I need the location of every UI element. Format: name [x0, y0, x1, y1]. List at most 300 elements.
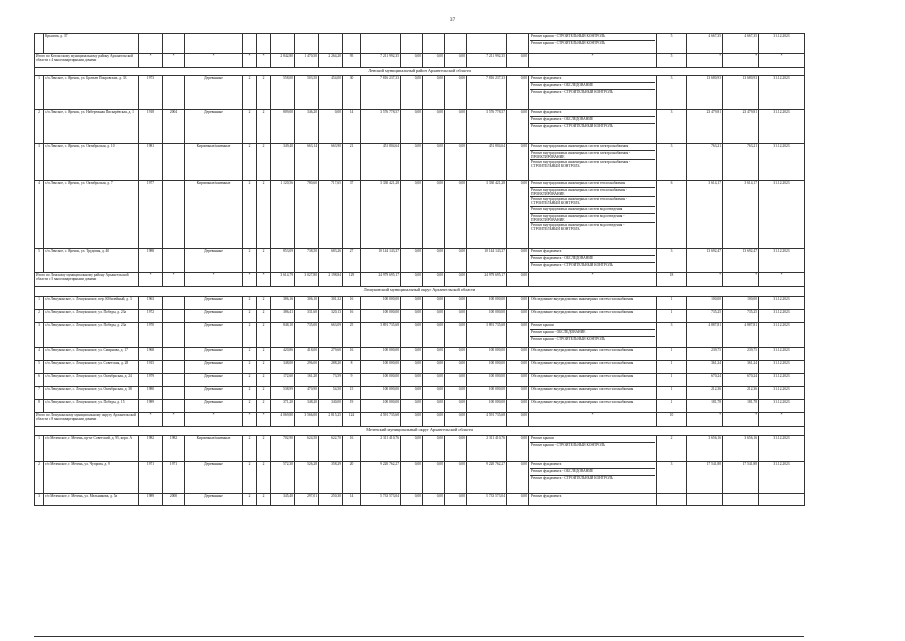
fund-local: 0,00 — [445, 110, 467, 144]
work-item: Ремонт фундамента - СТРОИТЕЛЬНЫЙ КОНТРОЛЬ — [531, 476, 613, 480]
total-area — [271, 34, 295, 54]
section-header-row — [35, 427, 805, 436]
max-unit-cost: 23 479,81 — [723, 110, 759, 144]
fund-local: 0,00 — [445, 374, 467, 387]
unit-cost: 763,21 — [687, 144, 723, 181]
year-renovated: 1982 — [163, 436, 185, 462]
repair-cost: 3 891 735,68 — [361, 323, 401, 348]
total-area: 538,99 — [271, 387, 295, 400]
fund-regional: 0,00 — [423, 249, 445, 273]
total-row — [35, 54, 805, 68]
year-renovated — [163, 310, 185, 323]
total-area: 172,60 — [271, 374, 295, 387]
private-area: 320,13 — [319, 310, 343, 323]
works-count: 1 — [657, 400, 687, 413]
address-cell: г/п Мезенское, г. Мезень, пр-кт Советский, д. 95, корп. А — [44, 436, 139, 462]
year-renovated — [163, 297, 185, 310]
address-cell: с/п Ленское, с. Яренск, ул. Набережная Пискарёвская, д. 1 — [44, 110, 139, 144]
residents: 16 — [343, 297, 361, 310]
wall-material: Деревянные — [185, 462, 243, 494]
fund-owners: 100 000,00 — [467, 387, 507, 400]
wall-material: Деревянные — [185, 110, 243, 144]
residents: 129 — [343, 273, 361, 287]
address-cell: с/п Ленское, с. Яренск, ул. Трудовая, д. 40 — [44, 249, 139, 273]
wall-material: Деревянные — [185, 297, 243, 310]
fund-regional: 0,00 — [423, 462, 445, 494]
private-area: 683,26 — [319, 249, 343, 273]
total-area: 386,41 — [271, 310, 295, 323]
work-item: Ремонт крыши - СТРОИТЕЛЬНЫЙ КОНТРОЛЬ — [531, 443, 606, 447]
work-item: Ремонт крыши - СТРОИТЕЛЬНЫЙ КОНТРОЛЬ — [531, 41, 606, 45]
wall-material: Деревянные — [185, 400, 243, 413]
private-area: 301,32 — [319, 297, 343, 310]
table-row — [35, 76, 805, 110]
living-area: 526,28 — [295, 462, 319, 494]
fund-other: 0,00 — [507, 436, 529, 462]
fund-other: 0,00 — [507, 348, 529, 361]
work-item: Ремонт фундамента - СТРОИТЕЛЬНЫЙ КОНТРОЛЬ — [531, 263, 613, 267]
entrances: 2 — [257, 144, 271, 181]
works-list — [529, 494, 657, 506]
private-area: 663,90 — [319, 144, 343, 181]
floors: * — [243, 273, 257, 287]
living-area: 346,20 — [295, 110, 319, 144]
repair-cost: 100 000,00 — [361, 387, 401, 400]
fund-owners: 7 816 237,33 — [467, 76, 507, 110]
fund-other: 0,00 — [507, 400, 529, 413]
fund-federal: 0,00 — [401, 110, 423, 144]
repair-cost: 100 000,00 — [361, 297, 401, 310]
unit-cost: 3 656,16 — [687, 436, 723, 462]
entrances: 2 — [257, 494, 271, 506]
completion-date: * — [759, 413, 805, 427]
residents: 19 — [343, 400, 361, 413]
works-count: 1 — [657, 348, 687, 361]
total-area: 371,20 — [271, 400, 295, 413]
row-number: 4 — [35, 181, 44, 249]
entrances: 2 — [257, 249, 271, 273]
wall-material: Деревянные — [185, 361, 243, 374]
fund-owners: 100 000,00 — [467, 374, 507, 387]
max-unit-cost — [723, 494, 759, 506]
max-unit-cost: * — [723, 413, 759, 427]
max-unit-cost: 17 541,88 — [723, 462, 759, 494]
floors: 2 — [243, 297, 257, 310]
fund-owners: 451 804,64 — [467, 144, 507, 181]
wall-material: * — [185, 413, 243, 427]
works-count: 18 — [657, 273, 687, 287]
work-item: Ремонт фундамента - ОБСЛЕДОВАНИЕ — [530, 117, 655, 124]
table-row — [35, 436, 805, 462]
fund-federal: 0,00 — [401, 297, 423, 310]
fund-other: 0,00 — [507, 54, 529, 68]
works-list — [529, 310, 657, 323]
works-list — [529, 361, 657, 374]
year-built — [139, 34, 163, 54]
address-cell: с/п Лешуконское, с. Лешуконское, ул. Октябрьская, д. 38 — [44, 387, 139, 400]
address-cell: с/п Лешуконское, с. Лешуконское, ул. Победы, д. 15 — [44, 400, 139, 413]
entrances: 2 — [257, 348, 271, 361]
row-number: 5 — [35, 249, 44, 273]
wall-material: Деревянные — [185, 374, 243, 387]
table-row — [35, 110, 805, 144]
private-area: 622,70 — [319, 436, 343, 462]
row-number: 6 — [35, 374, 44, 387]
total-area: 702,90 — [271, 436, 295, 462]
fund-federal: 0,00 — [401, 144, 423, 181]
works-list — [529, 181, 657, 249]
row-number: 3 — [35, 494, 44, 506]
fund-federal: 0,00 — [401, 181, 423, 249]
table-row — [35, 387, 805, 400]
table-row — [35, 494, 805, 506]
entrances: 2 — [257, 76, 271, 110]
repair-cost: 3 330 421,28 — [361, 181, 401, 249]
year-renovated — [163, 374, 185, 387]
total-area: 4 069,80 — [271, 413, 295, 427]
completion-date: 31.12.2023 — [759, 310, 805, 323]
living-area: 297,01 — [295, 494, 319, 506]
row-number: 1 — [35, 76, 44, 110]
repair-cost: 100 000,00 — [361, 374, 401, 387]
private-area: 2 815,25 — [319, 413, 343, 427]
wall-material: Деревянные — [185, 310, 243, 323]
unit-cost: * — [687, 413, 723, 427]
completion-date: 31.12.2023 — [759, 374, 805, 387]
works-count: 3 — [657, 110, 687, 144]
fund-local: 0,00 — [445, 462, 467, 494]
works-list — [529, 462, 657, 494]
floors: 2 — [243, 436, 257, 462]
total-area: 386,16 — [271, 297, 295, 310]
year-built: 1982 — [139, 436, 163, 462]
fund-local: 0,00 — [445, 310, 467, 323]
total-label: Итого по Ленскому муниципальному району Архангельской области с 5 многоквартирными домами — [35, 273, 139, 287]
section-title: Лешуконский муниципальный округ Архангельской области — [35, 287, 805, 297]
entrances: 2 — [257, 110, 271, 144]
private-area: 279,60 — [319, 348, 343, 361]
address-cell: с/п Ленское, с. Яренск, ул. Октябрьская, д. 7 — [44, 181, 139, 249]
address-cell: с/п Лешуконское, с. Лешуконское, ул. Октябрьская, д. 24 — [44, 374, 139, 387]
table-row — [35, 249, 805, 273]
year-renovated — [163, 400, 185, 413]
fund-federal: 0,00 — [401, 387, 423, 400]
unit-cost: 4 887,81 — [687, 323, 723, 348]
section-header-row — [35, 68, 805, 76]
works-list: * — [529, 413, 657, 427]
year-renovated — [163, 323, 185, 348]
fund-owners: 24 979 695,17 — [467, 273, 507, 287]
entrances: 2 — [257, 297, 271, 310]
residents: 9 — [343, 374, 361, 387]
repair-cost: 451 804,64 — [361, 144, 401, 181]
address-cell: г/п Мезенское, г. Мезень, ул. Мельникова, д. 5а — [44, 494, 139, 506]
row-number: 4 — [35, 348, 44, 361]
fund-other — [507, 34, 529, 54]
repair-cost: 100 000,00 — [361, 310, 401, 323]
private-area: 663,09 — [319, 323, 343, 348]
works-count: 1 — [657, 310, 687, 323]
living-area: 780,60 — [295, 181, 319, 249]
repair-cost: 4 591 735,68 — [361, 413, 401, 427]
fund-regional: 0,00 — [423, 310, 445, 323]
work-item: Ремонт фундамента — [530, 76, 655, 83]
private-area: 54,50 — [319, 387, 343, 400]
max-unit-cost: 3 614,17 — [723, 181, 759, 249]
row-number: 5 — [35, 361, 44, 374]
private-area — [319, 34, 343, 54]
wall-material: * — [185, 54, 243, 68]
completion-date — [759, 494, 805, 506]
residents: 14 — [343, 110, 361, 144]
fund-federal: 0,00 — [401, 494, 423, 506]
works-count: 1 — [657, 374, 687, 387]
fund-owners: 100 000,00 — [467, 400, 507, 413]
fund-owners: 3 891 735,68 — [467, 323, 507, 348]
total-area: 848,10 — [271, 323, 295, 348]
unit-cost: 181,78 — [687, 400, 723, 413]
wall-material: Кирпичные/каменные — [185, 436, 243, 462]
register-table — [34, 33, 805, 506]
unit-cost: 13 692,47 — [687, 249, 723, 273]
living-area: 296,00 — [295, 361, 319, 374]
living-area: 161,20 — [295, 374, 319, 387]
living-area: 1 470,50 — [295, 54, 319, 68]
works-list — [529, 297, 657, 310]
residents: 20 — [343, 462, 361, 494]
fund-other: 0,00 — [507, 374, 529, 387]
fund-regional: 0,00 — [423, 76, 445, 110]
year-renovated — [163, 348, 185, 361]
floors: 2 — [243, 348, 257, 361]
fund-local: 0,00 — [445, 387, 467, 400]
work-item: Обследование внутридомовых инженерных систем газоснабжения — [531, 297, 634, 301]
unit-cost: 212,36 — [687, 387, 723, 400]
fund-owners: 7 211 992,35 — [467, 54, 507, 68]
entrances: 2 — [257, 361, 271, 374]
fund-regional: 0,00 — [423, 387, 445, 400]
works-count: 5 — [657, 34, 687, 54]
address-cell: г/п Мезенское, г. Мезень, ул. Чупрова, д. 9 — [44, 462, 139, 494]
repair-cost: 2 311 410,76 — [361, 436, 401, 462]
unit-cost: 13 680,93 — [687, 76, 723, 110]
works-count: 3 — [657, 76, 687, 110]
repair-cost: 24 979 695,17 — [361, 273, 401, 287]
total-area: 558,00 — [271, 76, 295, 110]
floors — [243, 34, 257, 54]
year-renovated: 2000 — [163, 494, 185, 506]
living-area: 663,14 — [295, 144, 319, 181]
fund-owners: 3 330 421,28 — [467, 181, 507, 249]
works-count — [657, 494, 687, 506]
residents: 15 — [343, 387, 361, 400]
total-row — [35, 413, 805, 427]
repair-cost: 9 220 762,27 — [361, 462, 401, 494]
total-label: Итого по Котласскому муниципальному району Архангельской области с 4 многоквартирными домами — [35, 54, 139, 68]
completion-date: * — [759, 54, 805, 68]
year-renovated: * — [163, 413, 185, 427]
total-area: 572,30 — [271, 462, 295, 494]
address-cell: с/п Лешуконское, с. Лешуконское, ул. Победы, д. 23а — [44, 323, 139, 348]
living-area: 418,00 — [295, 348, 319, 361]
living-area: 306,10 — [295, 297, 319, 310]
repair-cost: 100 000,00 — [361, 348, 401, 361]
fund-regional: 0,00 — [423, 361, 445, 374]
works-list — [529, 436, 657, 462]
entrances: 2 — [257, 181, 271, 249]
fund-federal: 0,00 — [401, 310, 423, 323]
floors: 2 — [243, 110, 257, 144]
max-unit-cost: * — [723, 273, 759, 287]
residents: 25 — [343, 323, 361, 348]
page-number: 37 — [449, 17, 456, 23]
living-area: 348,20 — [295, 400, 319, 413]
year-renovated — [163, 249, 185, 273]
unit-cost: 239,75 — [687, 348, 723, 361]
fund-other: 0,00 — [507, 387, 529, 400]
year-built: * — [139, 273, 163, 287]
fund-other: 0,00 — [507, 273, 529, 287]
fund-federal: 0,00 — [401, 273, 423, 287]
unit-cost: * — [687, 54, 723, 68]
fund-owners: 100 000,00 — [467, 361, 507, 374]
row-number: 2 — [35, 462, 44, 494]
floors: 2 — [243, 249, 257, 273]
unit-cost: 23 479,81 — [687, 110, 723, 144]
fund-local: 0,00 — [445, 361, 467, 374]
work-item: Ремонт фундамента - ОБСЛЕДОВАНИЕ — [530, 469, 655, 476]
works-count: 1 — [657, 387, 687, 400]
unit-cost: 670,24 — [687, 374, 723, 387]
completion-date: 31.12.2023 — [759, 110, 805, 144]
table-row — [35, 462, 805, 494]
address-cell: с/п Ленское, с. Яренск, ул. Октябрьская, д. 10 — [44, 144, 139, 181]
fund-local — [445, 34, 467, 54]
living-area: 735,00 — [295, 323, 319, 348]
repair-cost: 5 733 573,04 — [361, 494, 401, 506]
fund-regional: 0,00 — [423, 436, 445, 462]
private-area: 288,20 — [319, 361, 343, 374]
private-area: 340,00 — [319, 400, 343, 413]
entrances: * — [257, 54, 271, 68]
living-area: 331,60 — [295, 310, 319, 323]
private-area: 358,29 — [319, 462, 343, 494]
work-item: Ремонт фундамента - ОБСЛЕДОВАНИЕ — [530, 256, 655, 263]
year-renovated — [163, 144, 185, 181]
fund-federal: 0,00 — [401, 348, 423, 361]
residents: 124 — [343, 413, 361, 427]
entrances: 2 — [257, 400, 271, 413]
floors: 2 — [243, 181, 257, 249]
completion-date: 31.12.2023 — [759, 387, 805, 400]
max-unit-cost: 763,21 — [723, 144, 759, 181]
floors: * — [243, 54, 257, 68]
row-number: 8 — [35, 400, 44, 413]
work-item: Ремонт внутридомовых инженерных систем теплоснабжения - СТРОИТЕЛЬНЫЙ КОНТРОЛЬ — [530, 197, 655, 206]
fund-owners: 100 000,00 — [467, 310, 507, 323]
works-list — [529, 76, 657, 110]
max-unit-cost: 239,75 — [723, 348, 759, 361]
floors: 2 — [243, 76, 257, 110]
fund-owners — [467, 34, 507, 54]
fund-federal: 0,00 — [401, 462, 423, 494]
fund-owners: 2 311 410,76 — [467, 436, 507, 462]
fund-federal: 0,00 — [401, 400, 423, 413]
repair-cost: 100 000,00 — [361, 400, 401, 413]
fund-other: 0,00 — [507, 361, 529, 374]
fund-other: 0,00 — [507, 323, 529, 348]
unit-cost: 735,25 — [687, 310, 723, 323]
table-row — [35, 400, 805, 413]
work-item: Ремонт фундамента - СТРОИТЕЛЬНЫЙ КОНТРОЛЬ — [531, 124, 613, 128]
floors: * — [243, 413, 257, 427]
fund-regional: 0,00 — [423, 144, 445, 181]
unit-cost: 361,24 — [687, 361, 723, 374]
row-number — [35, 34, 44, 54]
max-unit-cost: * — [723, 54, 759, 68]
work-item: Ремонт фундамента — [530, 110, 655, 117]
private-area: 454,00 — [319, 76, 343, 110]
living-area: 3 027,80 — [295, 273, 319, 287]
completion-date: 31.12.2023 — [759, 400, 805, 413]
work-item: Ремонт внутридомовых инженерных систем теплоснабжения — [530, 181, 655, 188]
residents: 30 — [343, 76, 361, 110]
private-area: 2 198,84 — [319, 273, 343, 287]
year-built: 1977 — [139, 181, 163, 249]
fund-local: 0,00 — [445, 348, 467, 361]
private-area: 2 264,20 — [319, 54, 343, 68]
repair-cost: 100 000,00 — [361, 361, 401, 374]
total-area: 348,00 — [271, 361, 295, 374]
works-count: 2 — [657, 436, 687, 462]
year-built: 1915 — [139, 361, 163, 374]
entrances: * — [257, 413, 271, 427]
fund-other: 0,00 — [507, 310, 529, 323]
year-built: 1981 — [139, 144, 163, 181]
year-renovated — [163, 361, 185, 374]
year-built: 1989 — [139, 400, 163, 413]
fund-regional: 0,00 — [423, 374, 445, 387]
address-cell: Крылова, д. 37 — [44, 34, 139, 54]
year-built: 1988 — [139, 249, 163, 273]
completion-date: 31.12.2023 — [759, 249, 805, 273]
fund-regional: 0,00 — [423, 413, 445, 427]
fund-other: 0,00 — [507, 462, 529, 494]
completion-date: 31.12.2023 — [759, 436, 805, 462]
completion-date: 31.12.2023 — [759, 181, 805, 249]
works-list: * — [529, 54, 657, 68]
wall-material: * — [185, 273, 243, 287]
max-unit-cost: 13 692,47 — [723, 249, 759, 273]
total-label: Итого по Лешуконскому муниципальному округу Архангельской области с 8 многоквартирными домами — [35, 413, 139, 427]
fund-regional: 0,00 — [423, 494, 445, 506]
private-area: 250,30 — [319, 494, 343, 506]
entrances — [257, 34, 271, 54]
works-list — [529, 400, 657, 413]
total-area: 1 120,56 — [271, 181, 295, 249]
fund-regional: 0,00 — [423, 323, 445, 348]
year-built: 1918 — [139, 110, 163, 144]
works-list — [529, 348, 657, 361]
living-area: 470,90 — [295, 387, 319, 400]
completion-date: * — [759, 273, 805, 287]
year-built: 1973 — [139, 76, 163, 110]
max-unit-cost: 361,24 — [723, 361, 759, 374]
work-item: Ремонт фундамента — [530, 249, 655, 256]
floors: 2 — [243, 374, 257, 387]
fund-regional: 0,00 — [423, 297, 445, 310]
wall-material: Кирпичные/каменные — [185, 144, 243, 181]
